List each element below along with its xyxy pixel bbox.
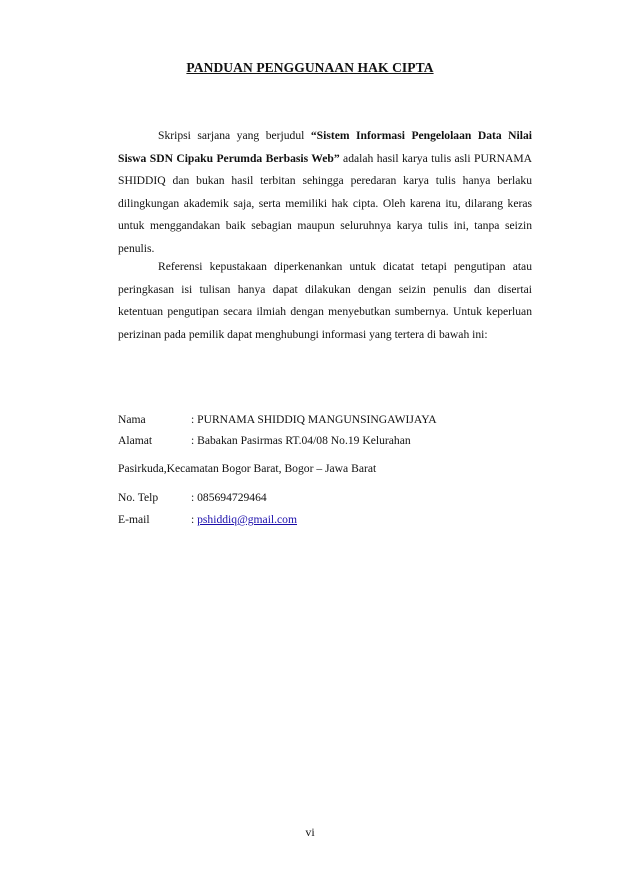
name-label: Nama xyxy=(118,413,146,426)
contact-name-row xyxy=(118,412,437,428)
paragraph-copyright-statement xyxy=(118,125,532,261)
page-title: PANDUAN PENGGUNAAN HAK CIPTA xyxy=(186,60,434,75)
email-label: E-mail xyxy=(118,513,150,526)
name-value: : PURNAMA SHIDDIQ MANGUNSINGAWIJAYA xyxy=(191,413,437,426)
contact-address-line2: Pasirkuda,Kecamatan Bogor Barat, Bogor – Jawa Barat xyxy=(118,462,377,475)
contact-phone-row xyxy=(118,490,267,506)
thesis-title: “Sistem Informasi Pengelolaan Data Nilai Siswa SDN Cipaku Perumda Berbasis Web” xyxy=(118,129,533,165)
address-label: Alamat xyxy=(118,434,153,447)
page-number: vi xyxy=(305,825,315,839)
phone-label: No. Telp xyxy=(118,491,159,504)
address-value: : Babakan Pasirmas RT.04/08 No.19 Kelurahan xyxy=(191,434,411,447)
email-link[interactable]: pshiddiq@gmail.com xyxy=(197,513,298,526)
paragraph-body: adalah hasil karya tulis asli PURNAMA SHIDDIQ dan bukan hasil terbitan sehingga peredaran karya tulis hanya berlaku dilingkungan akademik saja, serta memiliki hak cipta. Oleh karena itu, dilarang keras untuk menggandakan baik sebagian maupun seluruhnya karya tulis ini, tanpa seizin penulis. xyxy=(118,151,532,255)
paragraph-lead: Skripsi sarjana yang berjudul xyxy=(158,129,311,142)
contact-address-row xyxy=(118,433,411,449)
phone-value: : 085694729464 xyxy=(191,491,267,504)
email-prefix: : xyxy=(191,513,198,526)
paragraph-reference-policy: Referensi kepustakaan diperkenankan untuk dicatat tetapi pengutipan atau peringkasan isi tulisan hanya dapat dilakukan dengan seizin penulis dan disertai ketentuan pengutipan secara ilmiah dengan menyebutkan sumbernya. Untuk keperluan perizinan pada pemilik dapat menghubungi informasi yang tertera di bawah ini: xyxy=(118,260,532,341)
contact-email-row xyxy=(118,512,297,528)
